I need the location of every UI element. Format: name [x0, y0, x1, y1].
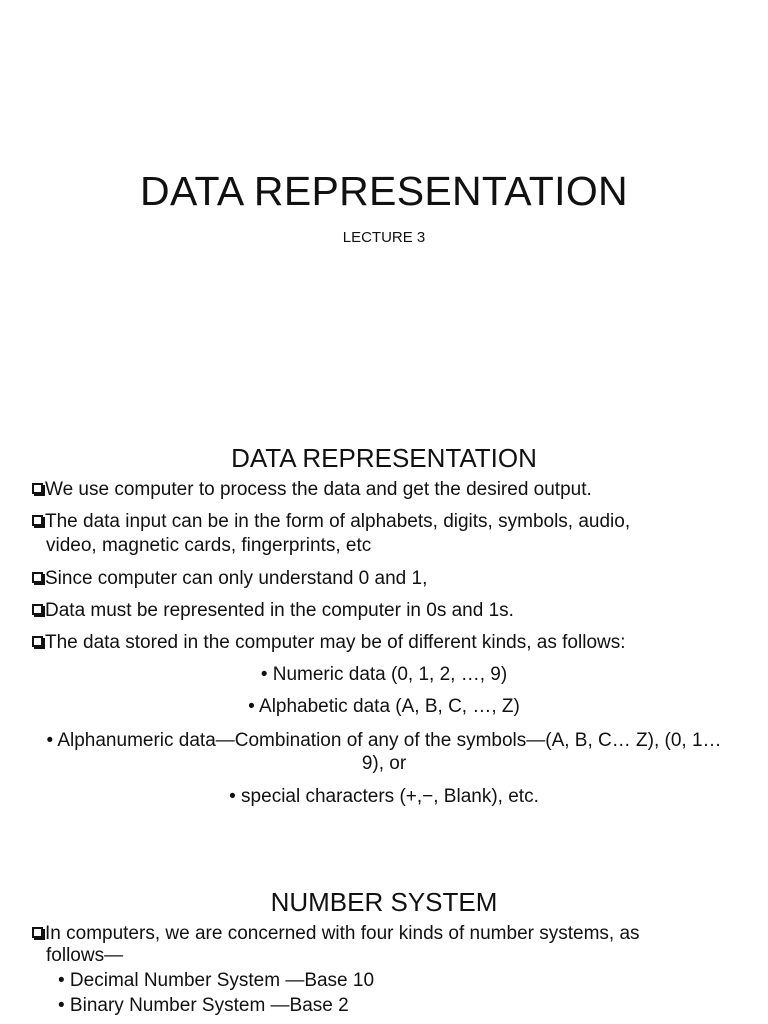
slide-heading: DATA REPRESENTATION	[231, 443, 537, 473]
bullet-item	[32, 478, 592, 502]
checkbox-bullet-icon	[32, 515, 43, 526]
lecture-subtitle: LECTURE 3	[342, 229, 426, 246]
checkbox-bullet-icon	[32, 483, 43, 494]
data-representation-slide	[0, 410, 768, 845]
page-title: DATA REPRESENTATION	[140, 168, 628, 214]
bullet-text: The data input can be in the form of alphabets, digits, symbols, audio,	[45, 511, 631, 532]
bullet-continuation: follows—	[46, 945, 124, 966]
checkbox-bullet-icon	[32, 604, 43, 615]
number-system-item: • Binary Number System —Base 2	[58, 995, 349, 1016]
bullet-continuation: video, magnetic cards, fingerprints, etc	[46, 535, 372, 556]
number-system-item: • Decimal Number System —Base 10	[58, 970, 375, 991]
title-slide	[0, 0, 768, 410]
slide-heading: NUMBER SYSTEM	[270, 887, 498, 917]
bullet-item	[32, 631, 626, 655]
bullet-item	[32, 510, 630, 534]
bullet-text: In computers, we are concerned with four kinds of number systems, as	[45, 923, 640, 944]
bullet-item	[32, 599, 514, 623]
bullet-text: The data stored in the computer may be of different kinds, as follows:	[45, 632, 626, 653]
bullet-text: Data must be represented in the computer in 0s and 1s.	[45, 600, 514, 621]
bullet-item	[32, 567, 427, 591]
data-kind-item: • Alphanumeric data—Combination of any of the symbols—(A, B, C… Z), (0, 1… 9), or	[46, 730, 722, 774]
checkbox-bullet-icon	[32, 636, 43, 647]
data-kind-item: • special characters (+,−, Blank), etc.	[229, 786, 539, 807]
data-kind-item: • Alphabetic data (A, B, C, …, Z)	[248, 696, 520, 717]
bullet-text: Since computer can only understand 0 and 1,	[45, 568, 428, 589]
number-system-slide	[0, 845, 768, 1024]
checkbox-bullet-icon	[32, 572, 43, 583]
data-kind-item: • Numeric data (0, 1, 2, …, 9)	[260, 664, 508, 685]
bullet-item	[32, 922, 640, 946]
checkbox-bullet-icon	[32, 927, 43, 938]
bullet-text: We use computer to process the data and get the desired output.	[45, 479, 592, 500]
